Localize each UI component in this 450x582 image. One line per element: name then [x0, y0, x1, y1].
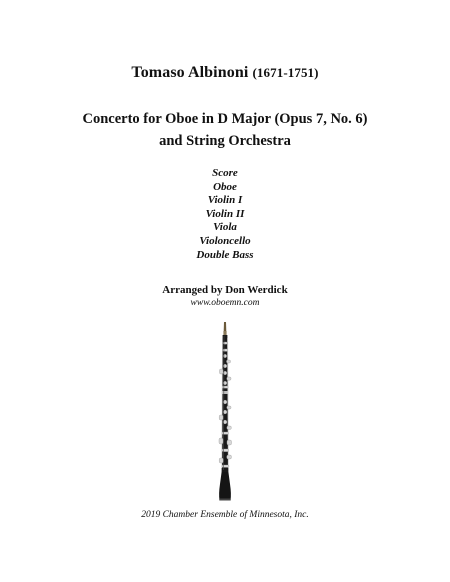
title-line-2: and String Orchestra: [159, 133, 291, 149]
part-oboe: Oboe: [213, 180, 237, 193]
oboe-icon: [210, 322, 240, 502]
part-violin-1: Violin I: [207, 194, 243, 207]
composer-name: Tomaso Albinoni: [131, 64, 249, 81]
composer-dates: (1671-1751): [252, 65, 319, 80]
copyright-notice: 2019 Chamber Ensemble of Minnesota, Inc.: [141, 510, 309, 520]
website-url: www.oboemn.com: [190, 298, 260, 308]
arranger-credit: Arranged by Don Werdick: [162, 284, 288, 296]
part-score: Score: [212, 167, 238, 179]
part-violin-2: Violin II: [205, 207, 245, 220]
part-double-bass: Double Bass: [196, 248, 254, 261]
part-violoncello: Violoncello: [199, 234, 251, 247]
parts-list: [0, 167, 450, 262]
composer-line: [0, 64, 450, 82]
part-viola: Viola: [213, 221, 237, 234]
title-line-1: Concerto for Oboe in D Major (Opus 7, No. 6): [82, 111, 368, 127]
